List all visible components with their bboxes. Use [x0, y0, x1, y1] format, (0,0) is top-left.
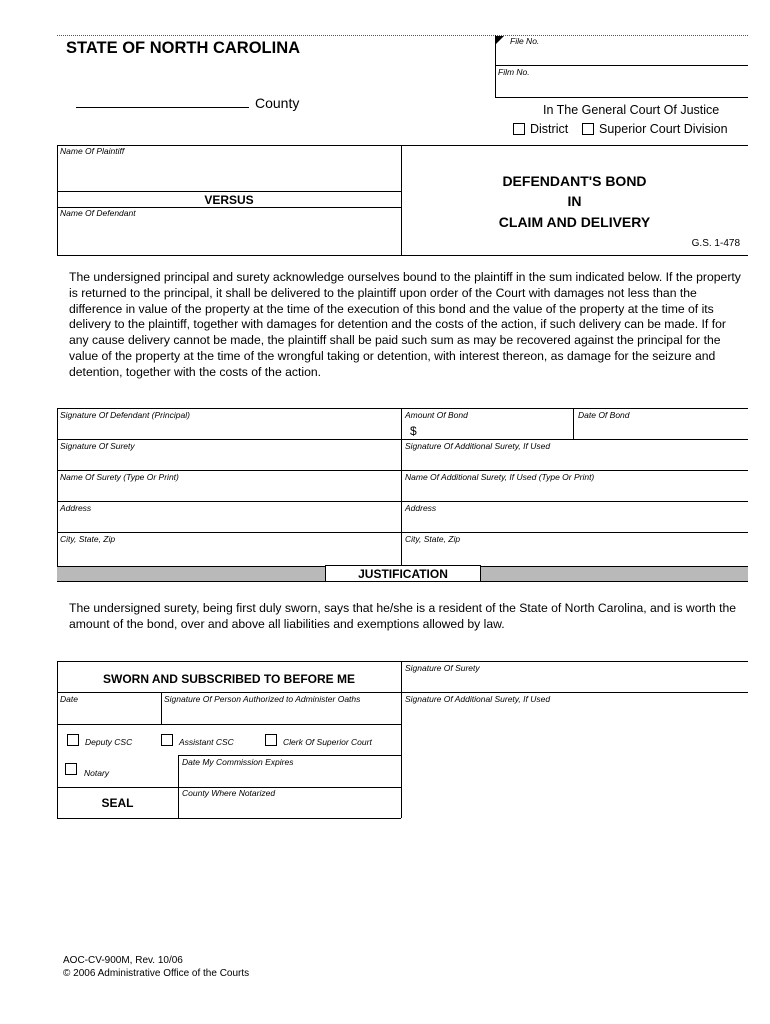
notary-checkbox[interactable]	[65, 763, 77, 775]
city-right-label: City, State, Zip	[405, 534, 461, 544]
sig-defendant-label: Signature Of Defendant (Principal)	[60, 410, 190, 420]
amount-bond-label: Amount Of Bond	[405, 410, 468, 420]
sig-add-surety-label: Signature Of Additional Surety, If Used	[405, 441, 551, 451]
defendant-label: Name Of Defendant	[60, 208, 136, 218]
assistant-csc-checkbox[interactable]	[161, 734, 173, 746]
name-add-surety-label: Name Of Additional Surety, If Used (Type Or Print)	[405, 472, 595, 482]
address-right-label: Address	[405, 503, 437, 513]
statute-reference: G.S. 1-478	[691, 238, 740, 249]
address-left-label: Address	[60, 503, 92, 513]
sig-surety-label: Signature Of Surety	[60, 441, 135, 451]
dollar-sign: $	[410, 424, 417, 438]
versus-label: VERSUS	[204, 193, 254, 207]
justification-paragraph: The undersigned surety, being first duly sworn, says that he/she is a resident of the State of North Carolina, and is worth the amount of the bond, over and above all liabilities and exemptions allowed by law.	[69, 601, 737, 631]
superior-label: Superior Court Division	[599, 122, 728, 136]
form-title-line2: IN	[567, 193, 582, 209]
assistant-csc-label: Assistant CSC	[179, 737, 234, 747]
notary-label: Notary	[84, 768, 110, 778]
date-bond-label: Date Of Bond	[578, 410, 630, 420]
superior-checkbox[interactable]	[582, 123, 594, 135]
film-no-label: Film No.	[498, 67, 530, 77]
sworn-heading: SWORN AND SUBSCRIBED TO BEFORE ME	[102, 672, 355, 686]
bond-terms-paragraph: The undersigned principal and surety acknowledge ourselves bound to the plaintiff in the sum indicated below. If the property is returned to the principal, it shall be delivered to the plaintiff upon order of the Court with damages not less than the difference in value of the property at the time of the execution of this bond and the value of the property at the time of its delivery to the plaintiff, together with damages for detention and the costs of the action, if such delivery can be made. If for any cause delivery cannot be made, the plaintiff shall be paid such sum as may be recovered against the principal for the value of the property at the time of the wrongful taking or detention, with interest thereon, as damage for the seizure and detention, together with the costs of the action.	[69, 270, 741, 379]
sworn-sig-surety-label: Signature Of Surety	[405, 663, 480, 673]
commission-label: Date My Commission Expires	[182, 757, 294, 767]
form-title-line1: DEFENDANT'S BOND	[502, 173, 647, 189]
county-label: County	[255, 95, 300, 111]
sworn-date-label: Date	[60, 694, 78, 704]
county-input-line[interactable]	[76, 107, 249, 108]
sworn-sig-add-surety-label: Signature Of Additional Surety, If Used	[405, 694, 551, 704]
clerk-label: Clerk Of Superior Court	[283, 737, 372, 747]
deputy-csc-checkbox[interactable]	[67, 734, 79, 746]
city-left-label: City, State, Zip	[60, 534, 116, 544]
district-label: District	[530, 122, 569, 136]
name-surety-label: Name Of Surety (Type Or Print)	[60, 472, 179, 482]
court-label: In The General Court Of Justice	[543, 103, 720, 117]
state-title: STATE OF NORTH CAROLINA	[66, 39, 301, 57]
form-title-line3: CLAIM AND DELIVERY	[498, 214, 651, 230]
county-notarized-label: County Where Notarized	[182, 788, 276, 798]
clerk-checkbox[interactable]	[265, 734, 277, 746]
copyright: © 2006 Administrative Office of the Courts	[63, 968, 250, 979]
file-no-label: File No.	[510, 36, 540, 46]
deputy-csc-label: Deputy CSC	[85, 737, 133, 747]
plaintiff-label: Name Of Plaintiff	[60, 146, 125, 156]
sig-authorized-label: Signature Of Person Authorized to Administer Oaths	[164, 694, 361, 704]
seal-label: SEAL	[101, 796, 134, 810]
file-no-corner	[495, 36, 504, 45]
form-id: AOC-CV-900M, Rev. 10/06	[63, 955, 183, 966]
justification-heading: JUSTIFICATION	[325, 565, 481, 582]
district-checkbox[interactable]	[513, 123, 525, 135]
